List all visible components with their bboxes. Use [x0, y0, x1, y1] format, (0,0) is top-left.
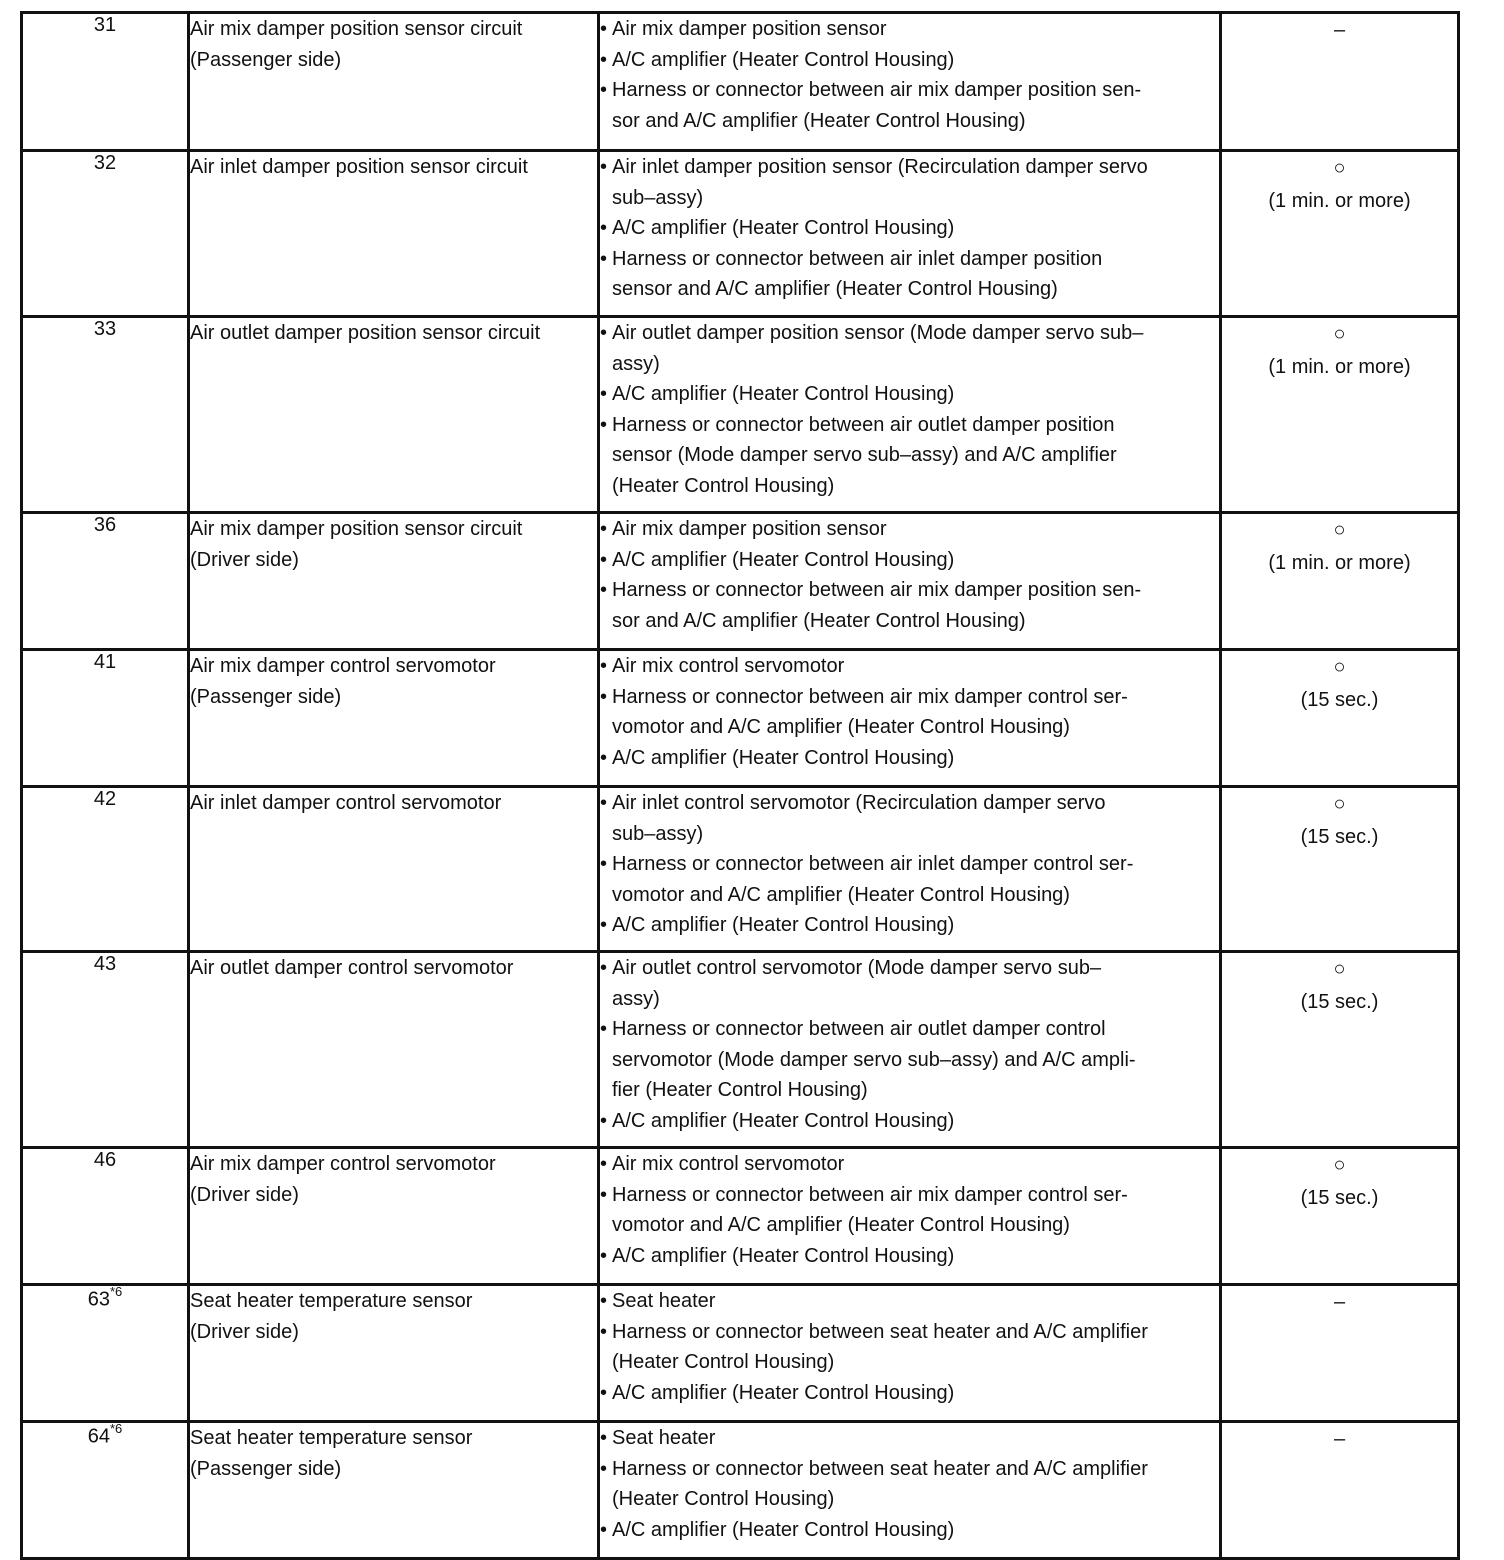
list-item: [600, 379, 1219, 410]
list-item: [600, 14, 1219, 45]
list-item: [600, 743, 1219, 774]
dtc-code-cell: [22, 513, 189, 650]
trouble-area-line: • Harness or connector between air outlet damper control: [612, 1018, 1106, 1040]
dtc-code-cell: [22, 1422, 189, 1559]
dtc-code-footnote: *6: [109, 1421, 123, 1436]
list-item: [600, 318, 1219, 379]
trouble-area-line: assy): [612, 352, 660, 375]
trouble-area-line: (Heater Control Housing): [612, 474, 835, 497]
memory-cell: [1221, 1285, 1459, 1422]
trouble-area-line: • Harness or connector between air mix damper position sen-: [612, 579, 1142, 601]
trouble-area-line: • Air outlet control servomotor (Mode damper servo sub–: [612, 957, 1102, 979]
list-item: [600, 410, 1219, 502]
detection-item-cell: [189, 1148, 599, 1285]
trouble-area-list: [600, 1149, 1219, 1271]
detection-item-cell: [189, 952, 599, 1148]
list-item: [600, 788, 1219, 849]
table-row: [22, 650, 1459, 787]
trouble-area-line: • A/C amplifier (Heater Control Housing): [612, 1244, 955, 1267]
dtc-code: 36: [93, 514, 117, 536]
dtc-code: 41: [93, 651, 117, 673]
trouble-area-cell: [599, 787, 1221, 952]
trouble-area-line: • Air mix damper position sensor: [612, 18, 887, 40]
memory-text: (1 min. or more): [1268, 356, 1411, 378]
dtc-table: [20, 11, 1460, 1560]
trouble-area-line: • A/C amplifier (Heater Control Housing): [612, 1518, 955, 1541]
trouble-area-line: sensor (Mode damper servo sub–assy) and A/C amplifier: [612, 444, 1117, 466]
detection-item-line: (Driver side): [190, 1183, 299, 1206]
trouble-area-line: • A/C amplifier (Heater Control Housing): [612, 1381, 955, 1404]
detection-item-cell: [189, 650, 599, 787]
trouble-area-line: • Air inlet damper position sensor (Recirculation damper servo: [612, 156, 1148, 178]
detection-item-line: Seat heater temperature sensor: [190, 1290, 473, 1312]
dtc-code-cell: [22, 317, 189, 513]
memory-cell: [1221, 1148, 1459, 1285]
trouble-area-list: [600, 788, 1219, 941]
trouble-area-cell: [599, 13, 1221, 151]
trouble-area-line: • A/C amplifier (Heater Control Housing): [612, 383, 955, 405]
detection-item-line: (Passenger side): [190, 685, 342, 708]
list-item: [600, 1286, 1219, 1317]
detection-item-line: (Passenger side): [190, 48, 342, 71]
trouble-area-line: • Harness or connector between seat heater and A/C amplifier: [612, 1457, 1148, 1480]
trouble-area-line: sub–assy): [612, 822, 704, 845]
trouble-area-line: • A/C amplifier (Heater Control Housing): [612, 1109, 955, 1132]
memory-circle-icon: ○: [1333, 1154, 1346, 1176]
list-item: [600, 1180, 1219, 1241]
table-row: [22, 317, 1459, 513]
table-row: [22, 952, 1459, 1148]
trouble-area-cell: [599, 513, 1221, 650]
table-row: [22, 13, 1459, 151]
detection-item-cell: [189, 13, 599, 151]
memory-text: (15 sec.): [1300, 1187, 1379, 1209]
trouble-area-list: [600, 651, 1219, 773]
memory-text: (15 sec.): [1300, 689, 1379, 711]
trouble-area-line: • A/C amplifier (Heater Control Housing): [612, 548, 955, 571]
detection-item-cell: [189, 513, 599, 650]
detection-item-line: Air mix damper position sensor circuit: [190, 518, 523, 540]
trouble-area-list: [600, 318, 1219, 501]
list-item: [600, 1106, 1219, 1137]
trouble-area-line: (Heater Control Housing): [612, 1351, 835, 1373]
list-item: [600, 152, 1219, 213]
memory-circle-icon: ○: [1333, 323, 1346, 345]
memory-text: –: [1333, 19, 1346, 41]
trouble-area-line: sub–assy): [612, 186, 704, 209]
memory-text: –: [1333, 1428, 1346, 1450]
trouble-area-line: servomotor (Mode damper servo sub–assy) and A/C ampli-: [612, 1048, 1136, 1071]
detection-item-line: Air inlet damper control servomotor: [190, 792, 502, 814]
memory-text: –: [1333, 1291, 1346, 1313]
detection-item-cell: [189, 787, 599, 952]
memory-circle-icon: ○: [1333, 519, 1346, 541]
list-item: [600, 575, 1219, 636]
dtc-code: 64: [87, 1425, 110, 1448]
trouble-area-line: vomotor and A/C amplifier (Heater Control Housing): [612, 1214, 1070, 1236]
memory-text: (15 sec.): [1300, 991, 1379, 1013]
trouble-area-line: • Harness or connector between air inlet damper position: [612, 247, 1103, 270]
detection-item-line: Seat heater temperature sensor: [190, 1427, 473, 1449]
list-item: [600, 1423, 1219, 1454]
trouble-area-line: assy): [612, 987, 660, 1010]
list-item: [600, 682, 1219, 743]
list-item: [600, 953, 1219, 1014]
list-item: [600, 910, 1219, 941]
table-row: [22, 151, 1459, 317]
dtc-code: 46: [93, 1149, 117, 1171]
trouble-area-list: [600, 514, 1219, 636]
trouble-area-line: • A/C amplifier (Heater Control Housing): [612, 48, 955, 71]
trouble-area-cell: [599, 1422, 1221, 1559]
dtc-code: 43: [93, 953, 117, 975]
list-item: [600, 213, 1219, 244]
memory-cell: [1221, 513, 1459, 650]
trouble-area-line: • Harness or connector between air mix damper position sen-: [612, 79, 1142, 101]
trouble-area-cell: [599, 151, 1221, 317]
detection-item-line: Air outlet damper control servomotor: [190, 957, 514, 979]
dtc-code-cell: [22, 1285, 189, 1422]
trouble-area-line: • Air inlet control servomotor (Recirculation damper servo: [612, 792, 1106, 814]
trouble-area-list: [600, 1286, 1219, 1408]
table-row: [22, 1422, 1459, 1559]
table-row: [22, 513, 1459, 650]
trouble-area-line: • Seat heater: [612, 1290, 716, 1312]
trouble-area-line: • Air mix damper position sensor: [612, 518, 887, 540]
trouble-area-line: • A/C amplifier (Heater Control Housing): [612, 914, 955, 936]
trouble-area-line: fier (Heater Control Housing): [612, 1079, 868, 1101]
detection-item-line: Air inlet damper position sensor circuit: [190, 156, 528, 178]
detection-item-line: Air mix damper control servomotor: [190, 1153, 496, 1175]
table-row: [22, 1148, 1459, 1285]
list-item: [600, 1454, 1219, 1515]
memory-cell: [1221, 1422, 1459, 1559]
list-item: [600, 651, 1219, 682]
list-item: [600, 1378, 1219, 1409]
memory-circle-icon: ○: [1333, 793, 1346, 815]
trouble-area-line: • Seat heater: [612, 1427, 716, 1449]
detection-item-cell: [189, 1285, 599, 1422]
list-item: [600, 1149, 1219, 1180]
dtc-code: 63: [87, 1288, 110, 1311]
trouble-area-line: (Heater Control Housing): [612, 1488, 835, 1510]
dtc-code-cell: [22, 1148, 189, 1285]
table-row: [22, 787, 1459, 952]
memory-text: (1 min. or more): [1268, 552, 1411, 574]
trouble-area-line: sor and A/C amplifier (Heater Control Housing): [612, 609, 1026, 632]
trouble-area-line: • Harness or connector between air inlet damper control ser-: [612, 853, 1134, 875]
trouble-area-list: [600, 14, 1219, 136]
trouble-area-list: [600, 953, 1219, 1136]
memory-text: (1 min. or more): [1268, 190, 1411, 212]
dtc-code-footnote: *6: [109, 1284, 123, 1299]
memory-cell: [1221, 787, 1459, 952]
memory-circle-icon: ○: [1333, 958, 1346, 980]
detection-item-cell: [189, 1422, 599, 1559]
memory-circle-icon: ○: [1333, 157, 1346, 179]
memory-circle-icon: ○: [1333, 656, 1346, 678]
list-item: [600, 545, 1219, 576]
trouble-area-line: • Air outlet damper position sensor (Mode damper servo sub–: [612, 322, 1144, 344]
trouble-area-line: sor and A/C amplifier (Heater Control Housing): [612, 109, 1026, 132]
dtc-code: 33: [93, 318, 117, 340]
list-item: [600, 244, 1219, 305]
trouble-area-list: [600, 152, 1219, 305]
list-item: [600, 1515, 1219, 1546]
dtc-code: 31: [93, 14, 117, 36]
memory-text: (15 sec.): [1300, 826, 1379, 848]
memory-cell: [1221, 151, 1459, 317]
trouble-area-line: sensor and A/C amplifier (Heater Control Housing): [612, 278, 1058, 300]
dtc-code: 42: [93, 788, 117, 810]
detection-item-line: (Passenger side): [190, 1457, 342, 1480]
trouble-area-line: • Harness or connector between air outlet damper position: [612, 413, 1115, 436]
detection-item-line: (Driver side): [190, 1320, 299, 1343]
trouble-area-line: • Harness or connector between air mix damper control ser-: [612, 685, 1128, 708]
trouble-area-line: • Air mix control servomotor: [612, 1153, 845, 1175]
dtc-code-cell: [22, 952, 189, 1148]
detection-item-line: Air mix damper control servomotor: [190, 655, 496, 677]
dtc-code-cell: [22, 650, 189, 787]
trouble-area-cell: [599, 317, 1221, 513]
trouble-area-cell: [599, 1285, 1221, 1422]
detection-item-line: Air outlet damper position sensor circuit: [190, 322, 541, 344]
dtc-code-cell: [22, 151, 189, 317]
list-item: [600, 514, 1219, 545]
dtc-table-body: [22, 13, 1459, 1559]
table-row: [22, 1285, 1459, 1422]
detection-item-cell: [189, 151, 599, 317]
detection-item-cell: [189, 317, 599, 513]
trouble-area-line: vomotor and A/C amplifier (Heater Control Housing): [612, 716, 1070, 738]
trouble-area-line: • A/C amplifier (Heater Control Housing): [612, 746, 955, 769]
trouble-area-line: • Harness or connector between air mix damper control ser-: [612, 1183, 1128, 1206]
memory-cell: [1221, 952, 1459, 1148]
list-item: [600, 849, 1219, 910]
memory-cell: [1221, 317, 1459, 513]
detection-item-line: (Driver side): [190, 548, 299, 571]
dtc-code-cell: [22, 787, 189, 952]
memory-cell: [1221, 650, 1459, 787]
dtc-code-cell: [22, 13, 189, 151]
trouble-area-cell: [599, 1148, 1221, 1285]
list-item: [600, 1317, 1219, 1378]
list-item: [600, 75, 1219, 136]
trouble-area-cell: [599, 650, 1221, 787]
trouble-area-line: vomotor and A/C amplifier (Heater Control Housing): [612, 883, 1070, 906]
trouble-area-line: • A/C amplifier (Heater Control Housing): [612, 217, 955, 239]
trouble-area-cell: [599, 952, 1221, 1148]
dtc-code: 32: [93, 152, 117, 174]
list-item: [600, 45, 1219, 76]
trouble-area-list: [600, 1423, 1219, 1545]
list-item: [600, 1241, 1219, 1272]
detection-item-line: Air mix damper position sensor circuit: [190, 18, 523, 40]
trouble-area-line: • Harness or connector between seat heater and A/C amplifier: [612, 1320, 1148, 1343]
list-item: [600, 1014, 1219, 1106]
trouble-area-line: • Air mix control servomotor: [612, 655, 845, 677]
memory-cell: [1221, 13, 1459, 151]
